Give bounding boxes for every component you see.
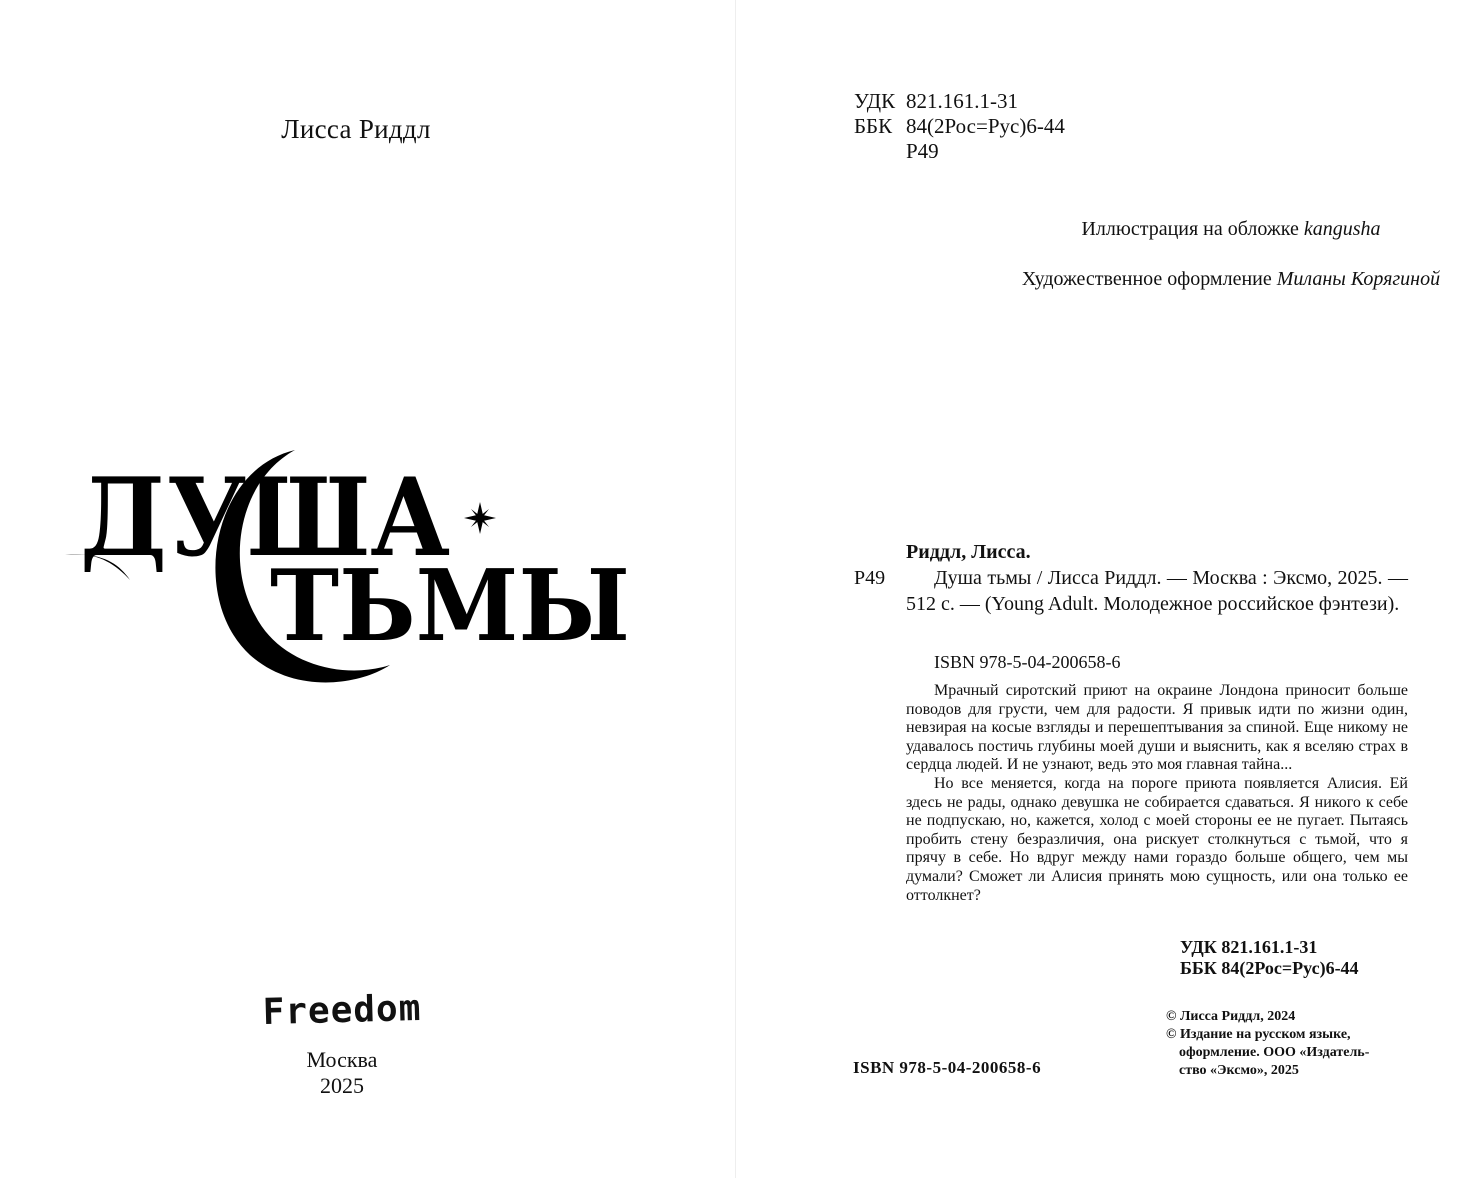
author-name: Лисса Риддл	[281, 114, 431, 144]
classification-row: ББК 84(2Рос=Рус)6-44	[854, 114, 1065, 138]
bbk-bold: ББК 84(2Рос=Рус)6-44	[1180, 958, 1359, 978]
classification-block	[854, 89, 1065, 164]
title-page	[0, 0, 736, 1178]
classification-row: Р49	[906, 139, 939, 163]
biblio-isbn: ISBN 978-5-04-200658-6	[934, 652, 1121, 672]
biblio-code: Р49	[854, 567, 886, 589]
book-title-art	[60, 440, 640, 690]
book-annotation	[906, 682, 1408, 905]
annotation-paragraph: Но все меняется, когда на пороге приюта появляется Алисия. Ей здесь не рады, однако девушка не собирается сдаваться. Я никого к себе не подпускаю, но, кажется, холод с моей стороны ее не пугает. Пытаясь пробить стену безразличия, она рискует столкнуться с тьмой, что я прячу в себе. Но вдруг между нами гораздо больше общего, чем мы думали? Сможет ли Алисия принять мою сущность, или она только ее оттолкнет?	[906, 774, 1408, 904]
copyright-page	[736, 0, 1477, 1178]
isbn-bold: ISBN 978-5-04-200658-6	[853, 1058, 1042, 1077]
biblio-description: Душа тьмы / Лисса Риддл. — Москва : Эксмо, 2025. — 512 с. — (Young Adult. Молодежное российское фэнтези).	[906, 567, 1408, 615]
title-line-1: ДУША	[80, 455, 450, 581]
udk-bold: УДК 821.161.1-31	[1180, 937, 1318, 957]
imprint-city: Москва	[306, 1047, 378, 1072]
publisher-logo: Freedom	[262, 987, 422, 1034]
title-line-2: ТЬМЫ	[270, 549, 630, 664]
design-credit: Художественное оформление Миланы Корягиной	[1021, 268, 1441, 290]
classification-bold	[1180, 937, 1359, 979]
imprint-year: 2025	[320, 1073, 364, 1098]
star-icon	[464, 502, 496, 534]
illustration-credit: Иллюстрация на обложке kangusha	[1081, 218, 1381, 240]
classification-row: УДК 821.161.1-31	[854, 89, 1018, 113]
title-svg	[60, 440, 640, 690]
annotation-paragraph: Мрачный сиротский приют на окраине Лондона приносит больше поводов для грусти, чем для радости. Я привык идти по жизни один, невзирая на косые взгляды и перешептывания за спиной. Еще никому не удавалось постичь глубины моей души и выяснить, как я вселяю страх в сердца людей. И не узнают, ведь это моя главная тайна...	[906, 682, 1408, 774]
biblio-author-heading: Риддл, Лисса.	[906, 541, 1031, 563]
copyright-notice: © Лисса Риддл, 2024 © Издание на русском языке, оформление. ООО «Издатель- ство «Эксмо», 2025	[1166, 1009, 1370, 1078]
